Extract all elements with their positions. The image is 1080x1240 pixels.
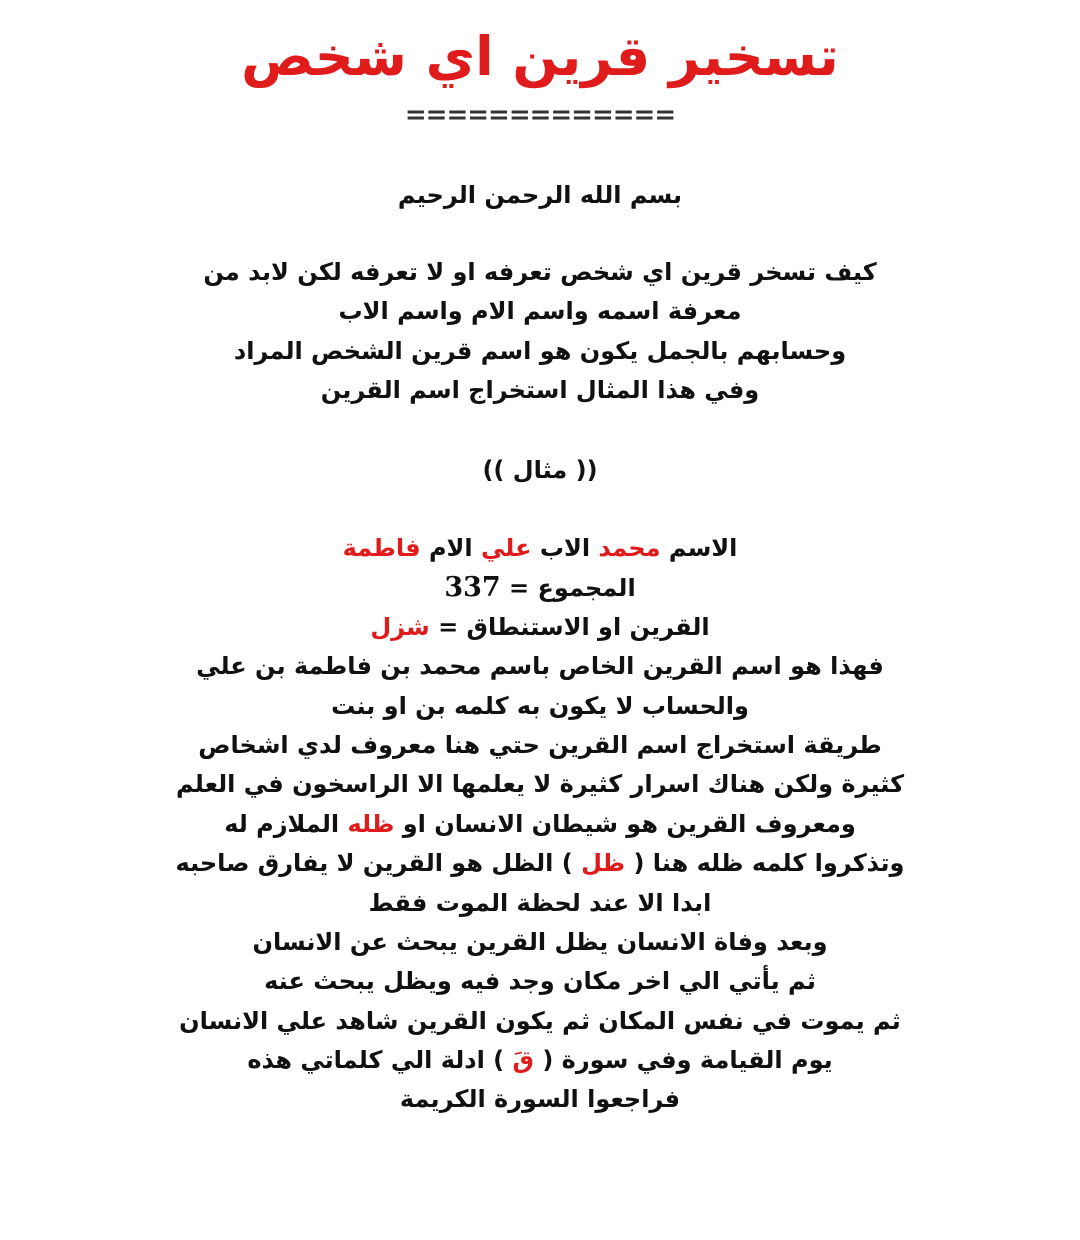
body-line (0, 1041, 1080, 1080)
body-line (0, 844, 1080, 883)
total-value: 337 (444, 572, 501, 604)
body-line: طريقة استخراج اسم القرين حتي هنا معروف لدي اشخاص (198, 730, 882, 759)
intro-line: كيف تسخر قرين اي شخص تعرفه او لا تعرفه لكن لابد من (203, 258, 877, 286)
highlight-word: قَ (512, 1046, 534, 1075)
father-label: الاب (539, 534, 591, 562)
qarin-label: القرين او الاستنطاق = (438, 612, 710, 641)
body-line: كثيرة ولكن هناك اسرار كثيرة لا يعلمها الا الراسخون في العلم (175, 770, 905, 799)
name-label: الاسم (668, 534, 738, 562)
text-segment: الملازم له (224, 809, 348, 838)
example-heading-block (0, 451, 1080, 490)
body-line: ثم يأتي الي اخر مكان وجد فيه ويظل يبحث عنه (264, 967, 816, 996)
name-value: محمد (598, 534, 661, 562)
body-line: فراجعوا السورة الكريمة (399, 1085, 681, 1114)
intro-line: معرفة اسمه واسم الام واسم الاب (338, 297, 742, 326)
total-label: المجموع = (509, 574, 636, 603)
total-line (0, 568, 1080, 607)
qarin-value: شزل (370, 612, 430, 641)
text-segment: ) ادلة الي كلماتي هذه (247, 1046, 513, 1075)
father-value: علي (480, 534, 532, 562)
intro-paragraph (0, 253, 1080, 411)
text-segment: ومعروف القرين هو شيطان الانسان او (394, 809, 856, 838)
intro-line: وفي هذا المثال استخراج اسم القرين (320, 376, 760, 405)
body-line: ابدا الا عند لحظة الموت فقط (368, 888, 712, 917)
body-line (0, 805, 1080, 844)
example-section (0, 529, 1080, 1120)
qarin-line (0, 608, 1080, 647)
text-segment: ) الظل هو القرين لا يفارق صاحبه (175, 849, 582, 878)
intro-line: وحسابهم بالجمل يكون هو اسم قرين الشخص المراد (233, 336, 847, 365)
highlight-word: ظله (347, 809, 395, 838)
body-line: ثم يموت في نفس المكان ثم يكون القرين شاهد علي الانسان (179, 1006, 901, 1035)
title-separator: ============= (404, 100, 676, 130)
document-title: تسخير قرين اي شخص (241, 25, 839, 88)
body-line: والحساب لا يكون به كلمه بن او بنت (331, 691, 749, 720)
example-names-line (0, 529, 1080, 568)
highlight-word: ظل (581, 849, 626, 878)
mother-value: فاطمة (342, 534, 421, 562)
text-segment: يوم القيامة وفي سورة ( (533, 1046, 833, 1075)
example-heading: (( مثال )) (482, 456, 598, 484)
basmala-block (0, 176, 1080, 215)
mother-label: الام (428, 534, 473, 562)
text-segment: وتذكروا كلمه ظله هنا ( (625, 849, 905, 878)
body-line: وبعد وفاة الانسان يظل القرين يبحث عن الانسان (252, 927, 828, 956)
basmala: بسم الله الرحمن الرحيم (397, 181, 683, 209)
body-line: فهذا هو اسم القرين الخاص باسم محمد بن فاطمة بن علي (196, 652, 884, 681)
